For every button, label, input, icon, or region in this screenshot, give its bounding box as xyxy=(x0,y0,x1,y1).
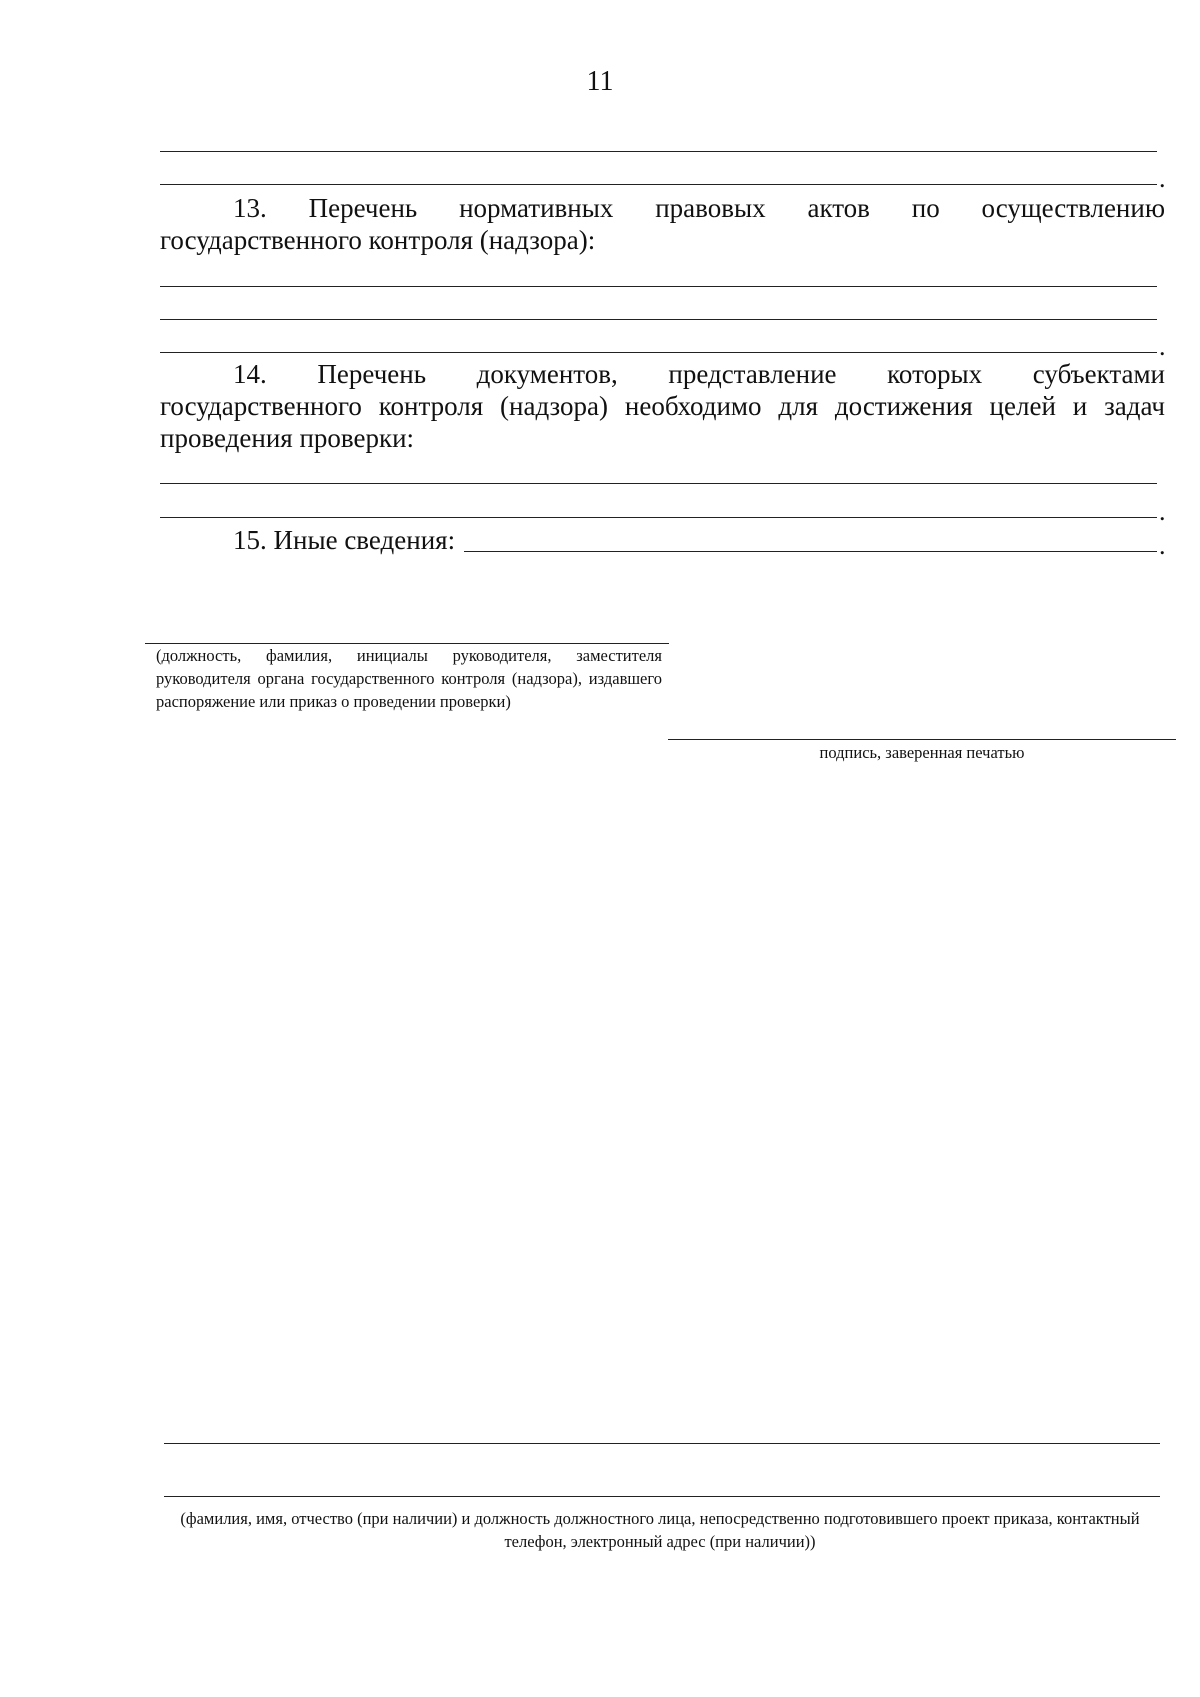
item-13-heading: 13. Перечень нормативных правовых актов по осуществлению xyxy=(233,193,1165,223)
item-13-blank-line xyxy=(160,319,1157,320)
signature-caption: подпись, заверенная печатью xyxy=(819,743,1025,762)
page-number: 11 xyxy=(586,66,614,97)
item-13-text xyxy=(160,192,1165,256)
preparer-line xyxy=(164,1496,1160,1497)
preparer-line xyxy=(164,1443,1160,1444)
line-end-period: . xyxy=(1159,164,1166,193)
line-end-period: . xyxy=(1159,497,1166,526)
item-14-continuation: государственного контроля (надзора) необходимо для достижения целей и задач проведения проверки: xyxy=(160,391,1165,453)
blank-line xyxy=(160,184,1157,185)
item-13-continuation: государственного контроля (надзора): xyxy=(160,225,596,255)
position-caption: (должность, фамилия, инициалы руководителя, заместителя руководителя органа государственного контроля (надзора), издавшего распоряжение или приказ о проведении проверки) xyxy=(156,646,662,711)
item-13-blank-line xyxy=(160,352,1157,353)
item-14-blank-line xyxy=(160,517,1157,518)
item-14-heading: 14. Перечень документов, представление которых субъектами xyxy=(233,359,1165,389)
line-end-period: . xyxy=(1159,531,1166,560)
signature-line xyxy=(668,739,1176,740)
item-14-text xyxy=(160,358,1165,454)
item-15-label: 15. Иные сведения: xyxy=(233,525,456,555)
item-13-blank-line xyxy=(160,286,1157,287)
item-14-blank-line xyxy=(160,483,1157,484)
item-15-blank-line xyxy=(464,551,1157,552)
line-end-period: . xyxy=(1159,332,1166,361)
blank-line xyxy=(160,151,1157,152)
preparer-caption: (фамилия, имя, отчество (при наличии) и должность должностного лица, непосредственно подготовившего проект приказа, контактный телефон, электронный адрес (при наличии)) xyxy=(180,1509,1140,1551)
